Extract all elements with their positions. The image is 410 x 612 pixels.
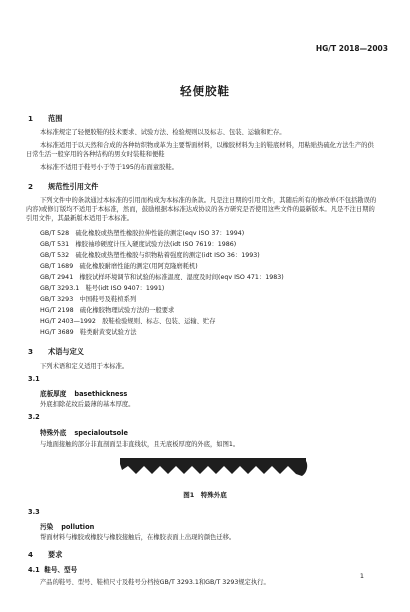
section-number: 3 (28, 347, 34, 356)
term-chinese: 污染 (40, 523, 54, 531)
term-english: specialoutsole (74, 429, 128, 437)
reference-item: GB/T 2941 橡胶试样环境调节和试验的标准温度、湿度及时间(eqv ISO 471：1983) (40, 274, 284, 281)
section-number: 2 (28, 182, 34, 191)
term-chinese: 特殊外底 (40, 429, 67, 437)
term-english: pollution (61, 523, 95, 531)
subsection-title: 鞋号、型号 (44, 566, 78, 574)
section-1-para-2: 本标准适用于以天然和合成的各种纺织物或革为主要帮面材料，以橡胶材料为主的鞋底材料，用粘贴热硫化方法生产的供日常生活一般穿用的各种结构的男女时装鞋和便鞋 (26, 142, 374, 158)
section-2-heading (28, 182, 98, 192)
page-number: 1 (359, 572, 364, 580)
document-title: 轻便胶鞋 (180, 84, 230, 98)
section-4-heading (28, 550, 62, 560)
term-english: basethickness (74, 390, 128, 398)
section-4-para-1: 产品的鞋号、型号、鞋楦尺寸及鞋号分档按GB/T 3293.1和GB/T 3293规定执行。 (40, 579, 270, 586)
section-3-para-1: 下列术语和定义适用于本标准。 (40, 363, 129, 370)
reference-item: GB/T 3293 中国鞋号及鞋楦系列 (40, 296, 137, 303)
figure-special-outsole (116, 452, 312, 482)
reference-item: GB/T 1689 硫化橡胶耐磨性能的测定(用阿克隆磨耗机) (40, 263, 198, 270)
term-number: 3.3 (28, 508, 40, 516)
reference-item: GB/T 532 硫化橡胶或热塑性橡胶与织物粘着强度的测定(idt ISO 36：1993) (40, 252, 260, 259)
section-1-heading (28, 114, 62, 124)
term-chinese: 底板厚度 (40, 390, 67, 398)
reference-item: HG/T 2198 硫化橡胶物理试验方法的一般要求 (40, 307, 175, 314)
section-number: 4 (28, 550, 34, 559)
section-1-para-1: 本标准规定了轻便胶鞋的技术要求、试验方法、检验规则以及标志、包装、运输和贮存。 (40, 129, 286, 136)
reference-item: GB/T 531 橡胶袖珍硬度计压入硬度试验方法(idt ISO 7619：1986) (40, 241, 237, 248)
section-number: 1 (28, 114, 34, 123)
term-number: 3.1 (28, 375, 40, 383)
reference-item: HG/T 3689 鞋类耐黄变试验方法 (40, 329, 137, 336)
section-title: 规范性引用文件 (48, 182, 99, 191)
term-heading (40, 521, 94, 531)
section-title: 范围 (48, 114, 63, 123)
term-definition: 帮面材料与橡胶或橡胶与橡胶接触后，在橡胶表面上出现的颜色迁移。 (40, 534, 236, 541)
term-heading (40, 388, 127, 398)
section-title: 要求 (48, 550, 63, 559)
subsection-4-1-heading (28, 564, 77, 574)
figure-caption: 图1 特殊外底 (183, 491, 227, 499)
section-3-heading (28, 347, 84, 357)
outsole-profile-shape (120, 458, 307, 476)
term-heading (40, 427, 128, 437)
section-1-para-3: 本标准不适用于鞋号小于等于195的布面童胶鞋。 (40, 164, 178, 171)
term-number: 3.2 (28, 413, 40, 421)
reference-item: GB/T 3293.1 鞋号(idt ISO 9407：1991) (40, 285, 165, 292)
standard-number: HG/T 2018—2003 (315, 44, 388, 53)
subsection-number: 4.1 (28, 566, 40, 574)
section-2-para-1: 下列文件中的条款通过本标准的引用而构成为本标准的条款。凡是注日期的引用文件，其随后所有的修改单(不包括勘误的内容)或修订版均不适用于本标准，然而，鼓励根据本标准达成协议的各方研究是否使用这些文件的最新版本。凡是不注日期的引用文件，其最新版本适用于本标准。 (26, 197, 377, 222)
reference-item: GB/T 528 硫化橡胶或热塑性橡胶拉伸性能的测定(eqv ISO 37：1994) (40, 230, 245, 237)
term-definition: 外底扣除花纹后最薄的基本厚度。 (40, 401, 135, 408)
section-title: 术语与定义 (48, 347, 84, 356)
term-definition: 与地面接触的部分非直剖面呈非直线状，且无底板厚度的外底，如图1。 (40, 441, 240, 448)
reference-item: HG/T 2403—1992 胶鞋检验规则、标志、包装、运输、贮存 (40, 318, 216, 325)
